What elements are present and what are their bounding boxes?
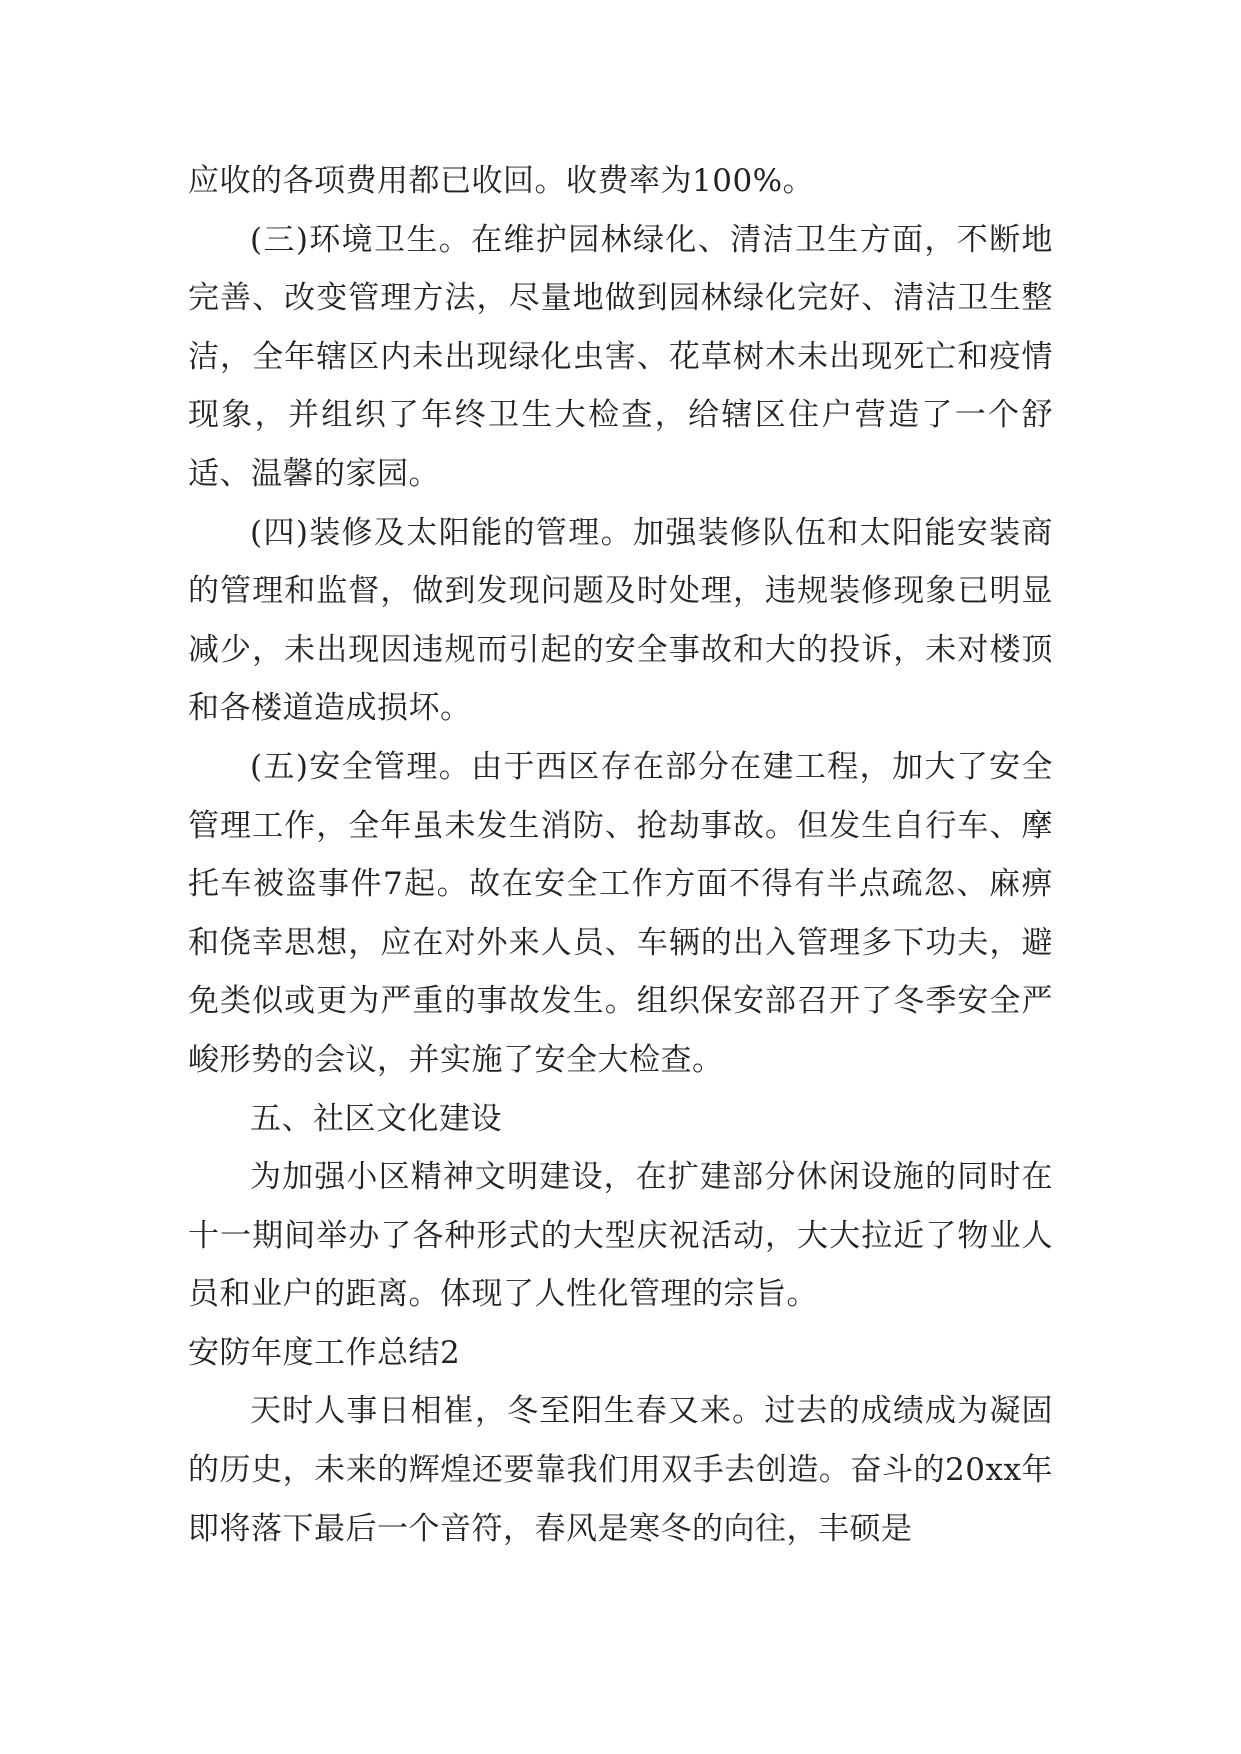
paragraph-intro: 天时人事日相崔，冬至阳生春又来。过去的成绩成为凝固的历史，未来的辉煌还要靠我们用双手去创造。奋斗的20xx年即将落下最后一个音符，春风是寒冬的向往，丰硕是 [188, 1393, 1053, 1547]
paragraph-safety-management: (五)安全管理。由于西区存在部分在建工程，加大了安全管理工作，全年虽未发生消防、抢劫事故。但发生自行车、摩托车被盗事件7起。故在安全工作方面不得有半点疏忽、麻痹和侥幸思想，应在对外来人员、车辆的出入管理多下功夫，避免类似或更为严重的事故发生。组织保安部召开了冬季安全严峻形势的会议，并实施了安全大检查。 [188, 748, 1053, 1078]
continuation-paragraph: 应收的各项费用都已收回。收费率为100%。 [188, 163, 815, 199]
paragraph-community-culture: 为加强小区精神文明建设，在扩建部分休闲设施的同时在十一期间举办了各种形式的大型庆祝活动，大大拉近了物业人员和业户的距离。体现了人性化管理的宗旨。 [188, 1159, 1053, 1313]
document-body [188, 152, 1053, 1558]
document-title: 安防年度工作总结2 [188, 1334, 461, 1371]
paragraph-renovation-solar: (四)装修及太阳能的管理。加强装修队伍和太阳能安装商的管理和监督，做到发现问题及时处理，违规装修现象已明显减少，未出现因违规而引起的安全事故和大的投诉，未对楼顶和各楼道造成损坏。 [188, 514, 1053, 727]
section-heading-community-culture: 五、社区文化建设 [250, 1100, 502, 1137]
paragraph-environment-hygiene: (三)环境卫生。在维护园林绿化、清洁卫生方面，不断地完善、改变管理方法，尽量地做到园林绿化完好、清洁卫生整洁，全年辖区内未出现绿化虫害、花草树木未出现死亡和疫情现象，并组织了年终卫生大检查，给辖区住户营造了一个舒适、温馨的家园。 [188, 221, 1053, 492]
